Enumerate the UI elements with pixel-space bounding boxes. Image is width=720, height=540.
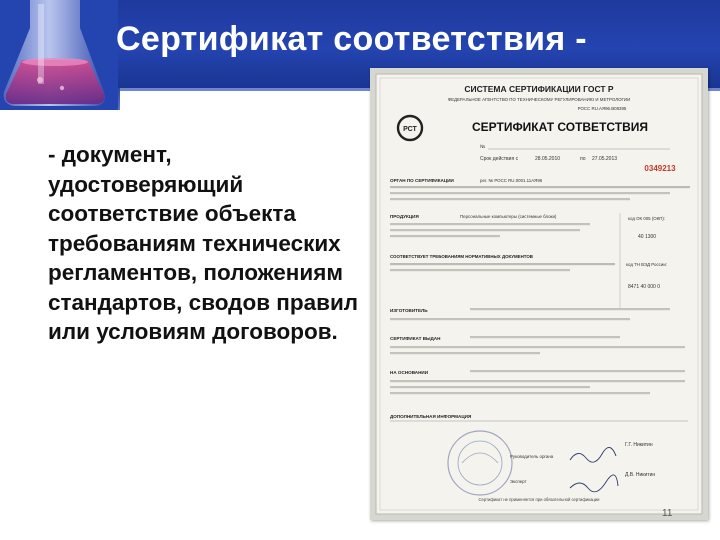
cert-section-issued: СЕРТИФИКАТ ВЫДАН — [390, 336, 441, 341]
cert-signer2: Д.В. Никитин — [625, 472, 656, 478]
slide-title: Сертификат соответствия - — [116, 20, 587, 58]
cert-valid-to: 27.05.2013 — [592, 156, 618, 162]
cert-head-label: Руководитель органа — [510, 454, 554, 459]
cert-valid-from: 28.05.2010 — [535, 156, 561, 162]
cert-product-text: Персональные компьютеры (системные блоки) — [460, 214, 557, 219]
definition-text: - документ, удостоверяющий соответствие объекта требованиям технических регламентов, положениям стандартов, сводов правил или условиям договоров. — [48, 142, 359, 344]
cert-reg-number: РОСС RU.АЯ96.В08395 — [577, 106, 627, 111]
cert-agency-line: ФЕДЕРАЛЬНОЕ АГЕНТСТВО ПО ТЕХНИЧЕСКОМУ РЕГУЛИРОВАНИЮ И МЕТРОЛОГИИ — [447, 97, 631, 102]
cert-validity-label: Срок действия с — [480, 156, 519, 162]
cert-expert-label: Эксперт — [510, 479, 527, 484]
cert-heading: СЕРТИФИКАТ СОТВЕТСТВИЯ — [471, 120, 649, 134]
cert-okp-code: код ОК 005 (ОКП): — [628, 216, 666, 221]
rst-logo-text: РСТ — [403, 126, 417, 133]
cert-number-label: № — [480, 144, 486, 150]
cert-footer-line: Сертификат не применяется при обязательной сертификации — [478, 497, 600, 502]
cert-section-basis: НА ОСНОВАНИИ — [390, 370, 429, 375]
page-number: 11 — [662, 508, 673, 519]
certificate-image — [370, 68, 708, 520]
cert-form-number: 0349213 — [644, 164, 676, 173]
cert-tnved-value: 8471 40 000 0 — [628, 284, 660, 290]
cert-section-body-detail: рег. № РОСС RU.0001.11АЯ96 — [480, 178, 543, 183]
cert-okp-value: 40 1300 — [638, 234, 657, 240]
cert-signer1: Г.Г. Никитин — [625, 442, 653, 448]
cert-section-extra: ДОПОЛНИТЕЛЬНАЯ ИНФОРМАЦИЯ — [390, 414, 472, 419]
cert-tnved-code: код ТН ВЭД России: — [626, 262, 667, 267]
flask-icon — [0, 0, 118, 110]
cert-section-product: ПРОДУКЦИЯ — [390, 214, 419, 219]
cert-system-header: СИСТЕМА СЕРТИФИКАЦИИ ГОСТ Р — [464, 84, 614, 94]
cert-section-maker: ИЗГОТОВИТЕЛЬ — [390, 308, 428, 313]
cert-section-standards: СООТВЕТСТВУЕТ ТРЕБОВАНИЯМ НОРМАТИВНЫХ ДОКУМЕНТОВ — [390, 254, 533, 259]
cert-section-body: ОРГАН ПО СЕРТИФИКАЦИИ — [390, 178, 454, 183]
cert-valid-to-label: по — [580, 156, 586, 162]
